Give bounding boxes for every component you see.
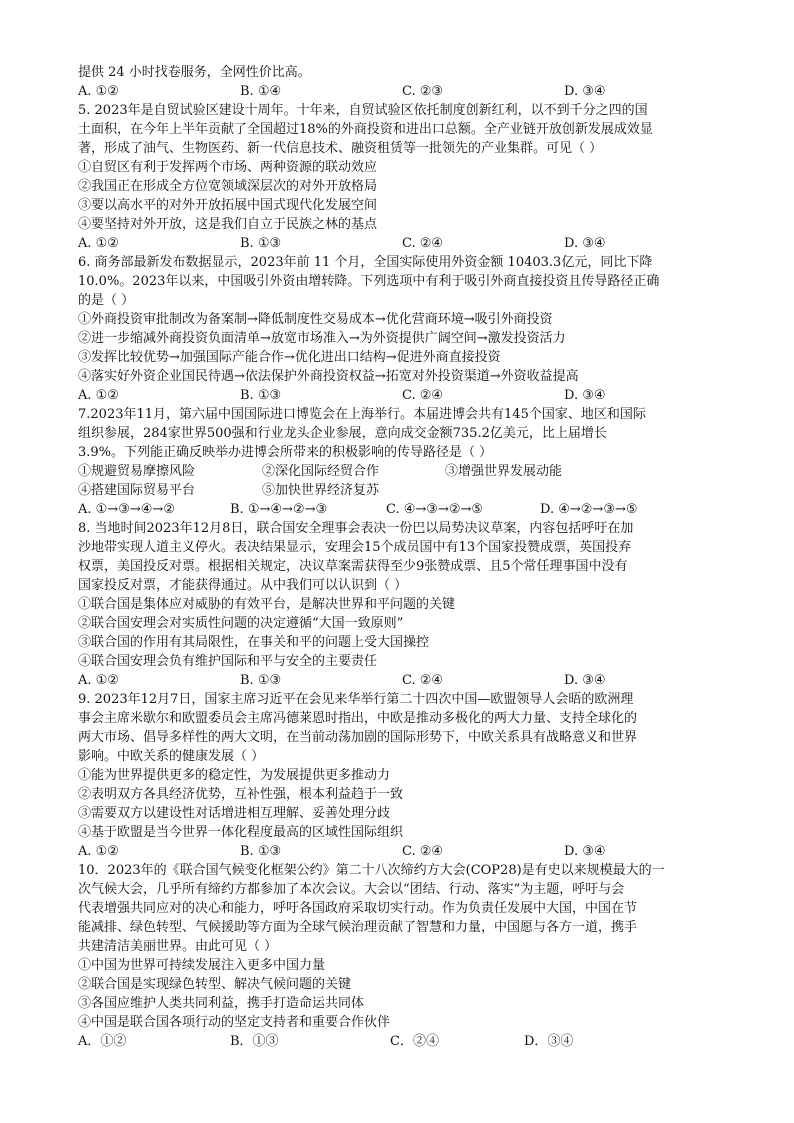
option-b: B. ①③ xyxy=(240,844,282,859)
statement-4: ④中国是联合国各项行动的坚定支持者和重要合作伙伴 xyxy=(78,1015,391,1030)
statement-4: ④要坚持对外开放，这是我们自立于民族之林的基点 xyxy=(78,217,378,232)
option-b: B. ①③ xyxy=(240,388,282,403)
statement-1: ①能为世界提供更多的稳定性，为发展提供更多推动力 xyxy=(78,768,391,783)
option-d: D．③④ xyxy=(524,1034,574,1049)
question-stem: 组织参展，284家世界500强和行业龙头企业参展，意向成交金额735.2亿美元，比上届增长 xyxy=(78,426,607,441)
statement-4: ④基于欧盟是当今世界一体化程度最高的区域性国际组织 xyxy=(78,825,404,840)
statement-2: ②我国正在形成全方位宽领域深层次的对外开放格局 xyxy=(78,179,378,194)
question-stem: 5. 2023年是自贸试验区建设十周年。十年来，自贸试验区依托制度创新红利，以不到千分之四的国 xyxy=(78,103,648,118)
statement-2: ②联合国是实现绿色转型、解决气候问题的关键 xyxy=(78,977,352,992)
answer-options xyxy=(78,1032,738,1051)
option-a: A. ①② xyxy=(78,844,119,859)
question-stem: 影响。中欧关系的健康发展（ ） xyxy=(78,749,265,764)
statement-row xyxy=(78,462,738,481)
option-d: D. ③④ xyxy=(564,673,606,688)
statement-1: ①联合国是集体应对威胁的有效平台，是解决世界和平问题的关键 xyxy=(78,597,456,612)
option-d: D. ③④ xyxy=(564,236,606,251)
answer-options xyxy=(78,234,738,253)
statement-2: ②联合国安理会对实质性问题的决定遵循“大国一致原则” xyxy=(78,616,404,631)
question-stem: 的是（ ） xyxy=(78,293,135,308)
answer-options xyxy=(78,671,738,690)
question-stem: 事会主席米歇尔和欧盟委员会主席冯德莱恩时指出，中欧是推动多极化的两大力量、支持全球化的 xyxy=(78,711,638,726)
option-c: C. ②④ xyxy=(402,236,444,251)
option-c: C. ④→③→②→⑤ xyxy=(386,502,484,517)
question-stem: 著，形成了油气、生物医药、新一代信息技术、融资租赁等一批领先的产业集群。可见（ ） xyxy=(78,141,603,156)
option-a: A. ①② xyxy=(78,236,119,251)
statement-3: ③增强世界发展动能 xyxy=(445,464,563,479)
statement-4: ④落实好外资企业国民待遇→依法保护外商投资权益→拓宽对外投资渠道→外资收益提高 xyxy=(78,369,579,384)
question-stem: 权票，美国投反对票。根据相关规定，决议草案需获得至少9张赞成票、且5个常任理事国中没有 xyxy=(78,559,628,574)
statement-2: ②深化国际经贸合作 xyxy=(262,464,380,479)
question-stem: 土面积，在今年上半年贡献了全国超过18%的外商投资和进出口总额。全产业链开放创新发展成效显 xyxy=(78,122,653,137)
question-stem: 6. 商务部最新发布数据显示，2023年前 11 个月，全国实际使用外资金额 10403.3亿元，同比下降 xyxy=(78,255,653,270)
option-a: A. ①→③→④→② xyxy=(78,502,175,517)
statement-2: ②进一步缩减外商投资负面清单→放宽市场准入→为外资提供广阔空间→激发投资活力 xyxy=(78,331,566,346)
option-c: C．②④ xyxy=(390,1034,439,1049)
question-stem: 沙地带实现人道主义停火。表决结果显示，安理会15个成员国中有13个国家投赞成票，英国投弃 xyxy=(78,540,632,555)
option-d: D. ④→②→③→⑤ xyxy=(540,502,638,517)
option-a: A. ①② xyxy=(78,84,119,99)
question-stem: 8. 当地时间2023年12月8日，联合国安全理事会表决一份巴以局势决议草案，内容包括呼吁在加 xyxy=(78,521,634,536)
option-a: A．①② xyxy=(78,1034,127,1049)
question-stem: 10.0%。2023年以来，中国吸引外资由增转降。下列选项中有利于吸引外商直接投资且传导路径正确 xyxy=(78,274,660,289)
option-d: D. ③④ xyxy=(564,388,606,403)
option-c: C. ②④ xyxy=(402,388,444,403)
promo-line: 提供 24 小时找卷服务，全网性价比高。 xyxy=(78,65,311,80)
question-stem: 代表增强共同应对的决心和能力，呼吁各国政府采取切实行动。作为负责任发展中大国，中国在节 xyxy=(78,901,638,916)
statement-1: ①规避贸易摩擦风险 xyxy=(78,464,196,479)
option-d: D. ③④ xyxy=(564,84,606,99)
statement-3: ③要以高水平的对外开放拓展中国式现代化发展空间 xyxy=(78,198,378,213)
statement-3: ③需要双方以建设性对话增进相互理解、妥善处理分歧 xyxy=(78,806,391,821)
question-stem: 9. 2023年12月7日，国家主席习近平在会见来华举行第二十四次中国—欧盟领导人会晤的欧洲理 xyxy=(78,692,634,707)
question-stem: 次气候大会，几乎所有缔约方都参加了本次会议。大会以“团结、行动、落实”为主题，呼吁与会 xyxy=(78,882,625,897)
option-b: B. ①③ xyxy=(240,673,282,688)
answer-options xyxy=(78,842,738,861)
answer-options xyxy=(78,82,738,101)
statement-5: ⑤加快世界经济复苏 xyxy=(262,483,380,498)
answer-options xyxy=(78,386,738,405)
statement-2: ②表明双方各具经济优势，互补性强，根本利益趋于一致 xyxy=(78,787,404,802)
answer-options xyxy=(78,500,738,519)
option-c: C. ②④ xyxy=(402,844,444,859)
question-stem: 3.9%。下列能正确反映举办进博会所带来的积极影响的传导路径是（ ） xyxy=(78,445,493,460)
statement-1: ①自贸区有利于发挥两个市场、两种资源的联动效应 xyxy=(78,160,378,175)
option-c: C. ②④ xyxy=(402,673,444,688)
option-b: B．①③ xyxy=(230,1034,279,1049)
question-stem: 国家投反对票，才能获得通过。从中我们可以认识到（ ） xyxy=(78,578,408,593)
statement-3: ③各国应维护人类共同利益，携手打造命运共同体 xyxy=(78,996,365,1011)
question-stem: 10．2023年的《联合国气候变化框架公约》第二十八次缔约方大会(COP28)是有史以来规模最大的一 xyxy=(78,863,665,878)
statement-4: ④联合国安理会负有维护国际和平与安全的主要责任 xyxy=(78,654,378,669)
question-stem: 7.2023年11月，第六届中国国际进口博览会在上海举行。本届进博会共有145个国家、地区和国际 xyxy=(78,407,646,422)
statement-3: ③发挥比较优势→加强国际产能合作→优化进出口结构→促进外商直接投资 xyxy=(78,350,501,365)
option-b: B. ①→④→②→③ xyxy=(230,502,328,517)
option-b: B. ①④ xyxy=(240,84,282,99)
option-a: A. ①② xyxy=(78,388,119,403)
option-b: B. ①③ xyxy=(240,236,282,251)
statement-1: ①外商投资审批制改为备案制→降低制度性交易成本→优化营商环境→吸引外商投资 xyxy=(78,312,553,327)
option-c: C. ②③ xyxy=(402,84,444,99)
question-stem: 两大市场、倡导多样性的两大文明，在当前动荡加剧的国际形势下，中欧关系具有战略意义和世界 xyxy=(78,730,638,745)
statement-row xyxy=(78,481,738,500)
statement-4: ④搭建国际贸易平台 xyxy=(78,483,196,498)
option-a: A. ①② xyxy=(78,673,119,688)
statement-1: ①中国为世界可持续发展注入更多中国力量 xyxy=(78,958,326,973)
option-d: D. ③④ xyxy=(564,844,606,859)
question-stem: 能减排、绿色转型、气候援助等方面为全球气候治理贡献了智慧和力量，中国愿与各方一道，携手 xyxy=(78,920,638,935)
statement-3: ③联合国的作用有其局限性，在事关和平的问题上受大国操控 xyxy=(78,635,430,650)
question-stem: 共建清洁美丽世界。由此可见（ ） xyxy=(78,939,278,954)
